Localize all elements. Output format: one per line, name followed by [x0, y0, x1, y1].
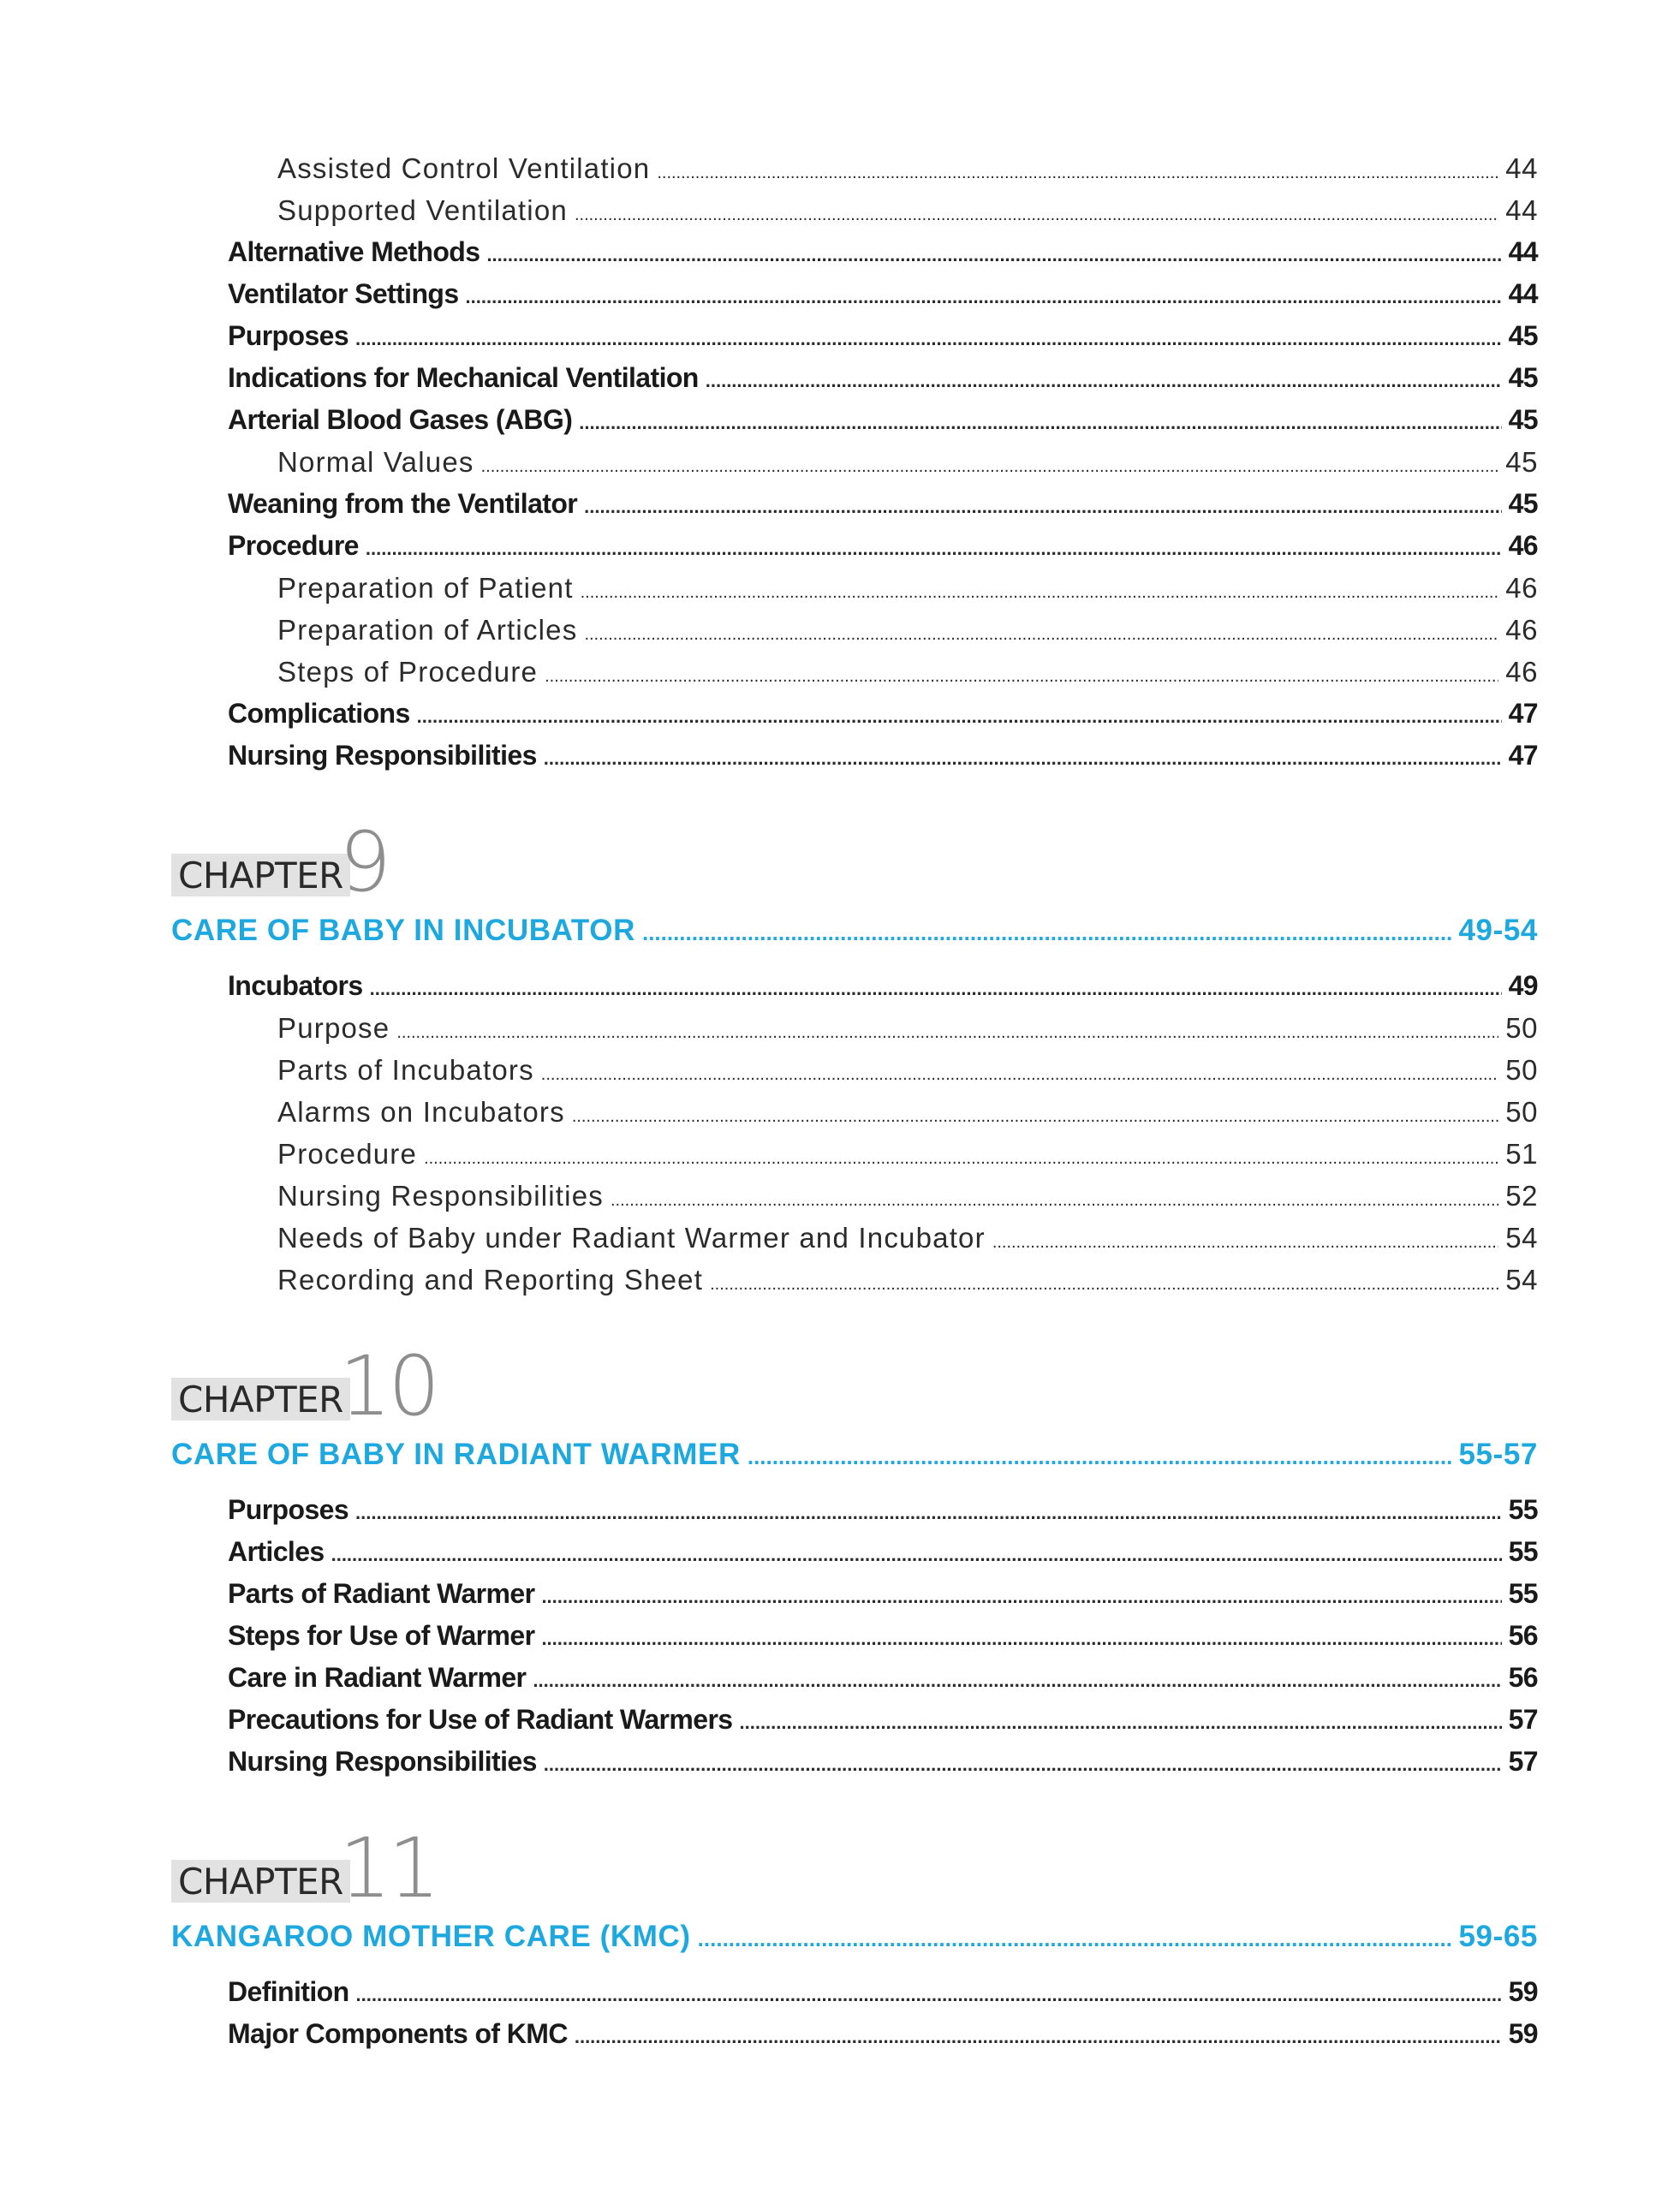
entry-title: Indications for Mechanical Ventilation	[228, 362, 699, 393]
dot-leader	[611, 1180, 1498, 1222]
entry-page-number: 44	[1508, 236, 1538, 267]
entry-title: Care in Radiant Warmer	[228, 1662, 527, 1693]
dot-leader	[541, 1617, 1501, 1659]
entry-page-number: 52	[1505, 1180, 1538, 1212]
entry-page-number: 57	[1508, 1746, 1538, 1777]
chapter-title-entry	[171, 1916, 1538, 1957]
dot-leader	[466, 276, 1502, 318]
entry-title: Preparation of Articles	[277, 614, 578, 646]
entry-page-number: 46	[1505, 572, 1538, 604]
chapter-title-entry	[171, 910, 1538, 951]
dot-leader	[417, 695, 1502, 737]
entry-title: Incubators	[228, 970, 363, 1001]
entry-title: Recording and Reporting Sheet	[277, 1264, 704, 1296]
entry-page-number: 50	[1505, 1012, 1538, 1044]
dot-leader	[356, 1974, 1502, 2016]
chapter-title: KANGAROO MOTHER CARE (KMC)	[171, 1920, 691, 1953]
entry-title: Definition	[228, 1976, 349, 2007]
toc-section-entry	[228, 231, 1538, 273]
dot-leader	[575, 194, 1498, 236]
dot-leader	[710, 1264, 1498, 1306]
toc-section-entry	[228, 273, 1538, 315]
dot-leader	[424, 1138, 1498, 1180]
entry-title: Normal Values	[277, 446, 474, 478]
chapter-list	[171, 804, 1538, 2055]
chapter-entry-list	[171, 1489, 1538, 1783]
dot-leader	[331, 1534, 1502, 1576]
entry-title: Weaning from the Ventilator	[228, 488, 578, 519]
dot-leader	[657, 152, 1498, 194]
chapter-heading	[171, 1328, 1538, 1434]
dot-leader	[642, 912, 1452, 953]
chapter-label: CHAPTER	[171, 1860, 350, 1903]
toc-section-entry	[228, 1615, 1538, 1657]
entry-page-number: 45	[1508, 320, 1538, 351]
entry-title: Parts of Incubators	[277, 1054, 534, 1086]
entry-title: Complications	[228, 698, 410, 729]
dot-leader	[581, 572, 1499, 614]
dot-leader	[541, 1576, 1501, 1617]
table-of-contents	[171, 147, 1538, 2055]
chapter-block	[171, 1810, 1538, 2055]
entry-page-number: 45	[1508, 362, 1538, 393]
entry-title: Nursing Responsibilities	[228, 740, 537, 771]
dot-leader	[370, 968, 1502, 1010]
chapter-page-range: 55-57	[1458, 1438, 1538, 1471]
entry-title: Steps for Use of Warmer	[228, 1620, 535, 1651]
toc-section-entry	[228, 1489, 1538, 1531]
entry-title: Purposes	[228, 1494, 349, 1525]
toc-section-entry	[228, 357, 1538, 399]
entry-page-number: 45	[1508, 488, 1538, 519]
entry-title: Arterial Blood Gases (ABG)	[228, 404, 573, 435]
chapter-label: CHAPTER	[171, 1378, 350, 1421]
entry-page-number: 44	[1505, 194, 1538, 226]
toc-subsection-entry	[277, 1049, 1538, 1091]
dot-leader	[396, 1012, 1498, 1054]
toc-section-entry	[228, 735, 1538, 777]
entry-title: Nursing Responsibilities	[277, 1180, 604, 1212]
entry-page-number: 54	[1505, 1264, 1538, 1296]
entry-title: Articles	[228, 1536, 325, 1567]
toc-section-entry	[228, 315, 1538, 357]
toc-subsection-entry	[277, 1217, 1538, 1259]
toc-subsection-entry	[277, 651, 1538, 693]
chapter-number: 11	[339, 1820, 438, 1916]
toc-section-entry	[228, 483, 1538, 525]
entry-title: Assisted Control Ventilation	[277, 152, 651, 184]
dot-leader	[544, 1743, 1502, 1785]
entry-page-number: 47	[1508, 740, 1538, 771]
entry-title: Alarms on Incubators	[277, 1096, 565, 1128]
entry-page-number: 59	[1508, 1976, 1538, 2007]
toc-section-entry	[228, 1531, 1538, 1573]
dot-leader	[579, 402, 1501, 444]
entry-page-number: 46	[1505, 656, 1538, 688]
entry-page-number: 45	[1508, 404, 1538, 435]
entry-title: Needs of Baby under Radiant Warmer and Incubator	[277, 1222, 986, 1254]
toc-section-entry	[228, 1573, 1538, 1615]
toc-subsection-entry	[277, 1133, 1538, 1175]
entry-page-number: 56	[1508, 1620, 1538, 1651]
entry-page-number: 49	[1508, 970, 1538, 1001]
chapter-number: 10	[339, 1338, 438, 1434]
chapter-title: CARE OF BABY IN RADIANT WARMER	[171, 1438, 741, 1471]
entry-page-number: 59	[1508, 2018, 1538, 2049]
chapter-title: CARE OF BABY IN INCUBATOR	[171, 914, 635, 947]
toc-subsection-entry	[277, 147, 1538, 189]
entry-title: Procedure	[277, 1138, 418, 1170]
dot-leader	[698, 1918, 1452, 1959]
entry-page-number: 47	[1508, 698, 1538, 729]
dot-leader	[584, 614, 1498, 656]
entry-page-number: 55	[1508, 1536, 1538, 1567]
entry-page-number: 55	[1508, 1494, 1538, 1525]
toc-section-entry	[228, 1741, 1538, 1783]
entry-title: Supported Ventilation	[277, 194, 568, 226]
chapter-entry-list	[171, 1971, 1538, 2055]
dot-leader	[541, 1054, 1499, 1096]
entry-page-number: 46	[1505, 614, 1538, 646]
toc-subsection-entry	[277, 1091, 1538, 1133]
chapter-page-range: 49-54	[1458, 914, 1538, 947]
entry-title: Major Components of KMC	[228, 2018, 568, 2049]
toc-subsection-entry	[277, 609, 1538, 651]
entry-title: Alternative Methods	[228, 236, 480, 267]
entry-page-number: 50	[1505, 1096, 1538, 1128]
dot-leader	[481, 446, 1499, 488]
entry-title: Procedure	[228, 530, 359, 561]
dot-leader	[533, 1659, 1501, 1701]
entry-page-number: 50	[1505, 1054, 1538, 1086]
dot-leader	[572, 1096, 1498, 1138]
dot-leader	[355, 1492, 1502, 1534]
toc-subsection-entry	[277, 1175, 1538, 1217]
dot-leader	[544, 737, 1502, 779]
dot-leader	[706, 360, 1502, 402]
dot-leader	[355, 318, 1502, 360]
entry-page-number: 51	[1505, 1138, 1538, 1170]
toc-section-entry	[228, 965, 1538, 1007]
entry-page-number: 57	[1508, 1704, 1538, 1735]
toc-subsection-entry	[277, 441, 1538, 483]
entry-page-number: 55	[1508, 1578, 1538, 1609]
entry-title: Preparation of Patient	[277, 572, 574, 604]
toc-section-entry	[228, 1699, 1538, 1741]
chapter-block	[171, 804, 1538, 1301]
entry-page-number: 56	[1508, 1662, 1538, 1693]
dot-leader	[486, 234, 1501, 276]
dot-leader	[992, 1222, 1498, 1264]
entry-title: Steps of Procedure	[277, 656, 539, 688]
entry-page-number: 44	[1508, 278, 1538, 309]
toc-section-entry	[228, 525, 1538, 567]
entry-title: Precautions for Use of Radiant Warmers	[228, 1704, 733, 1735]
dot-leader	[545, 656, 1498, 698]
dot-leader	[366, 527, 1502, 569]
chapter-label: CHAPTER	[171, 854, 350, 896]
chapter-heading	[171, 1810, 1538, 1916]
toc-subsection-entry	[277, 1007, 1538, 1049]
toc-subsection-entry	[277, 1259, 1538, 1301]
entry-title: Purposes	[228, 320, 349, 351]
toc-subsection-entry	[277, 189, 1538, 231]
entry-title: Purpose	[277, 1012, 390, 1044]
dot-leader	[748, 1436, 1452, 1477]
chapter-number: 9	[339, 814, 389, 910]
entry-page-number: 45	[1505, 446, 1538, 478]
toc-section-entry	[228, 1657, 1538, 1699]
entry-title: Parts of Radiant Warmer	[228, 1578, 535, 1609]
entry-page-number: 54	[1505, 1222, 1538, 1254]
chapter-heading	[171, 804, 1538, 910]
dot-leader	[584, 485, 1501, 527]
toc-section-entry	[228, 1971, 1538, 2013]
dot-leader	[740, 1701, 1502, 1743]
entry-title: Nursing Responsibilities	[228, 1746, 537, 1777]
chapter-block	[171, 1328, 1538, 1783]
chapter-entry-list	[171, 965, 1538, 1301]
toc-section-entry	[228, 399, 1538, 441]
chapter-title-entry	[171, 1434, 1538, 1475]
dot-leader	[575, 2016, 1502, 2058]
toc-entry-list	[171, 147, 1538, 777]
toc-section-entry	[228, 693, 1538, 735]
chapter-page-range: 59-65	[1458, 1920, 1538, 1953]
entry-page-number: 46	[1508, 530, 1538, 561]
entry-title: Ventilator Settings	[228, 278, 459, 309]
toc-subsection-entry	[277, 567, 1538, 609]
entry-page-number: 44	[1505, 152, 1538, 184]
toc-section-entry	[228, 2013, 1538, 2055]
